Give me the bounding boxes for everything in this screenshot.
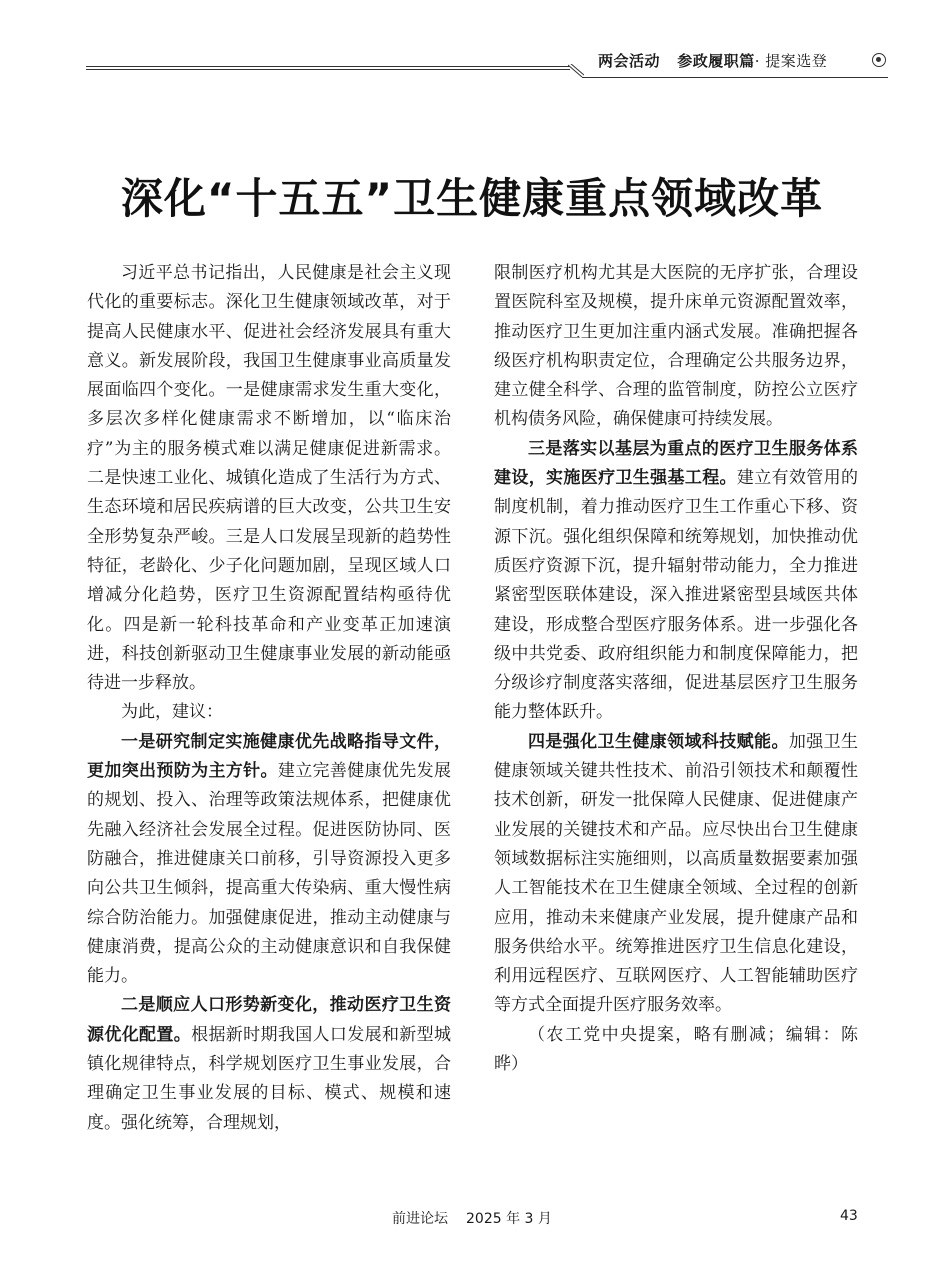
- suggestion-4-body: 加强卫生健康领域关键共性技术、前沿引领技术和颠覆性技术创新，研发一批保障人民健康、促进健康产业发展的关键技术和产品。应尽快出台卫生健康领域数据标注实施细则，以高质量数据要素加强人工智能技术在卫生健康全领域、全过程的创新应用，推动未来健康产业发展，提升健康产品和服务供给水平。统筹推进医疗卫生信息化建设，利用远程医疗、互联网医疗、人工智能辅助医疗等方式全面提升医疗服务效率。: [494, 731, 859, 1016]
- paragraph-suggestion-4: [494, 728, 858, 1021]
- suggestion-1-body: 建立完善健康优先发展的规划、投入、治理等政策法规体系，把健康优先融入经济社会发展全过程。促进医防协同、医防融合，推进健康关口前移，引导资源投入更多向公共卫生倾斜，提高重大传染病、重大慢性病综合防治能力。加强健康促进，推动主动健康与健康消费，提高公众的主动健康意识和自我保健能力。: [87, 761, 452, 987]
- paragraph-suggestion-lead: 为此，建议：: [121, 702, 223, 723]
- suggestion-2-heading: 二是顺应人口形势新变化，推动医疗卫生资源优化配置。: [87, 995, 451, 1045]
- paragraph-intro: 习近平总书记指出，人民健康是社会主义现代化的重要标志。深化卫生健康领域改革，对于提高人民健康水平、促进社会经济发展具有重大意义。新发展阶段，我国卫生健康事业高质量发展面临四个变化。一是健康需求发生重大变化，多层次多样化健康需求不断增加，以“临床治疗”为主的服务模式难以满足健康促进新需求。二是快速工业化、城镇化造成了生活行为方式、生态环境和居民疾病谱的巨大改变，公共卫生安全形势复杂严峻。三是人口发展呈现新的趋势性特征，老龄化、少子化问题加剧，呈现区域人口增减分化趋势，医疗卫生资源配置结构亟待优化。四是新一轮科技革命和产业变革正加速演进，科技创新驱动卫生健康事业发展的新动能亟待进一步释放。: [87, 263, 451, 694]
- suggestion-3-body: 建立有效管用的制度机制，着力推动医疗卫生工作重心下移、资源下沉。强化组织保障和统筹规划，加快推动优质医疗资源下沉，提升辐射带动能力，全力推进紧密型医联体建设，深入推进紧密型县域医共体建设，形成整合型医疗服务体系。进一步强化各级中共党委、政府组织能力和制度保障能力，把分级诊疗制度落实落细，促进基层医疗卫生服务能力整体跃升。: [494, 468, 859, 723]
- running-header: [598, 50, 827, 71]
- article-title: 深化“十五五”卫生健康重点领域改革: [120, 174, 824, 224]
- header-rule-right: [582, 77, 888, 78]
- paragraph-suggestion-2: [87, 991, 451, 1137]
- header-rule: [86, 66, 570, 70]
- suggestion-4-heading: 四是强化卫生健康领域科技赋能。: [528, 731, 789, 752]
- left-column: [87, 259, 451, 1138]
- suggestion-1-heading: 一是研究制定实施健康优先战略指导文件，更加突出预防为主方针。: [87, 731, 451, 782]
- page-number: 43: [840, 1208, 858, 1224]
- paragraph-suggestion-3: [494, 435, 858, 728]
- header-rule-slant: [568, 64, 584, 78]
- paragraph-suggestion-2-continued: 限制医疗机构尤其是大医院的无序扩张，合理设置医院科室及规模，提升床单元资源配置效率，推动医疗卫生更加注重内涵式发展。准确把握各级医疗机构职责定位，合理确定公共服务边界，建立健全科学、合理的监管制度，防控公立医疗机构债务风险，确保健康可持续发展。: [494, 263, 858, 430]
- suggestion-3-heading: 三是落实以基层为重点的医疗卫生服务体系建设，实施医疗卫生强基工程。: [494, 438, 858, 489]
- footer-journal: 前进论坛: [392, 1211, 448, 1227]
- header-section: 两会活动: [598, 52, 661, 70]
- footer-date: 2025 年 3 月: [466, 1211, 552, 1227]
- header-sub: · 提案选登: [754, 52, 828, 70]
- suggestion-2-body: 根据新时期我国人口发展和新型城镇化规律特点，科学规划医疗卫生事业发展，合理确定卫生事业发展的目标、模式、规模和速度。强化统筹，合理规划，: [87, 1024, 452, 1133]
- header-target-icon: [872, 53, 886, 67]
- right-column: [494, 259, 858, 1079]
- footer: [392, 1208, 552, 1228]
- header-column: 参政履职篇: [677, 52, 755, 70]
- paragraph-suggestion-1: [87, 728, 451, 992]
- paragraph-source-note: （农工党中央提案，略有删减；编辑：陈晔）: [494, 1024, 858, 1075]
